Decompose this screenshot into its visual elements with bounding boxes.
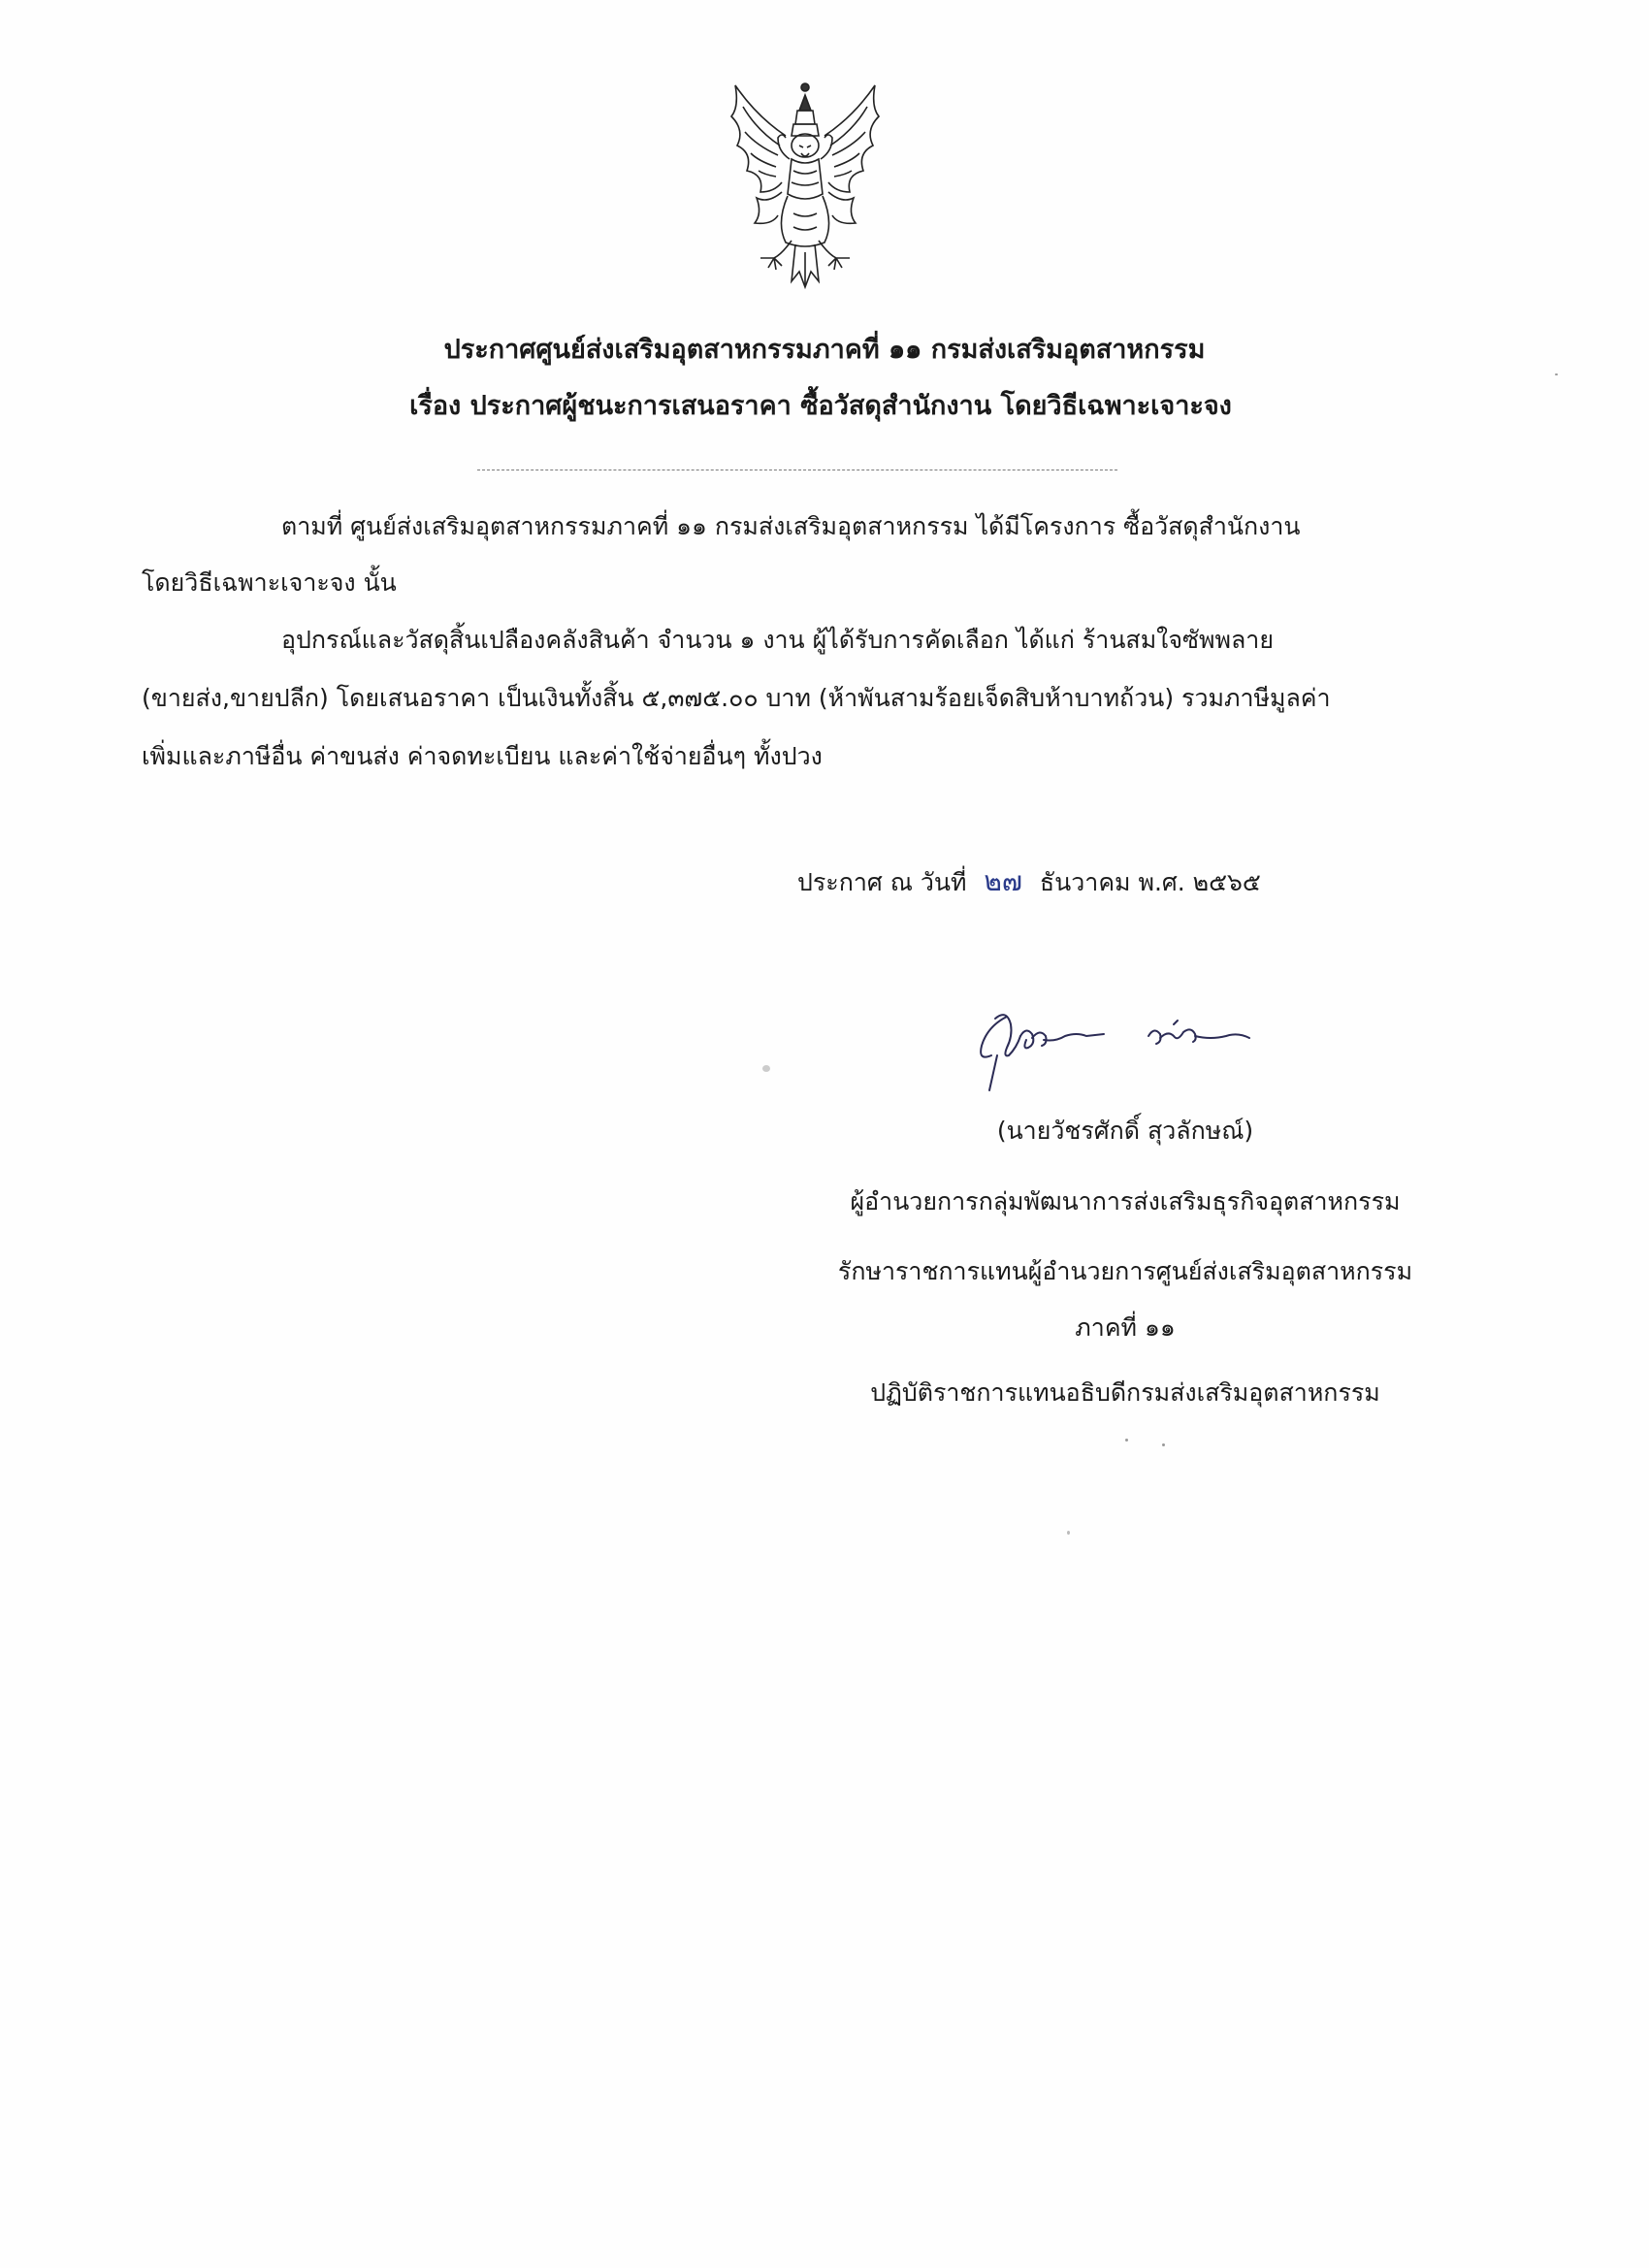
signatory-name: (นายวัชรศักดิ์ สุวลักษณ์) bbox=[996, 1117, 1254, 1145]
date-month-year: ธันวาคม พ.ศ. ๒๕๖๕ bbox=[1039, 868, 1261, 896]
garuda-emblem-icon bbox=[718, 78, 892, 315]
date-prefix: ประกาศ ณ วันที่ bbox=[797, 868, 967, 896]
paragraph-1-line-2: โดยวิธีเฉพาะเจาะจง นั้น bbox=[142, 568, 397, 597]
announcement-title: ประกาศศูนย์ส่งเสริมอุตสาหกรรมภาคที่ ๑๑ กรมส่งเสริมอุตสาหกรรม bbox=[443, 335, 1206, 365]
signatory-position-2: รักษาราชการแทนผู้อำนวยการศูนย์ส่งเสริมอุตสาหกรรม bbox=[837, 1257, 1413, 1285]
announcement-date bbox=[797, 859, 1261, 904]
scan-speck bbox=[1125, 1439, 1128, 1442]
signature-icon bbox=[968, 997, 1317, 1094]
paragraph-2-line-3: เพิ่มและภาษีอื่น ค่าขนส่ง ค่าจดทะเบียน และค่าใช้จ่ายอื่นๆ ทั้งปวง bbox=[142, 742, 823, 770]
signatory-position-1: ผู้อำนวยการกลุ่มพัฒนาการส่งเสริมธุรกิจอุตสาหกรรม bbox=[850, 1187, 1401, 1215]
scan-speck bbox=[762, 1065, 770, 1072]
scan-speck bbox=[1555, 373, 1558, 375]
scan-speck bbox=[1162, 1443, 1165, 1446]
signatory-position-3: ภาคที่ ๑๑ bbox=[1075, 1313, 1176, 1342]
paragraph-1-line-1: ตามที่ ศูนย์ส่งเสริมอุตสาหกรรมภาคที่ ๑๑ กรมส่งเสริมอุตสาหกรรม ได้มีโครงการ ซื้อวัสดุสำนักงาน bbox=[281, 512, 1301, 540]
date-day: ๒๗ bbox=[984, 865, 1022, 897]
paragraph-2-line-2: (ขายส่ง,ขายปลีก) โดยเสนอราคา เป็นเงินทั้งสิ้น ๕,๓๗๕.๐๐ บาท (ห้าพันสามร้อยเจ็ดสิบห้าบาทถ้วน) รวมภาษีมูลค่า bbox=[142, 684, 1331, 712]
paragraph-2-line-1: อุปกรณ์และวัสดุสิ้นเปลืองคลังสินค้า จำนวน ๑ งาน ผู้ได้รับการคัดเลือก ได้แก่ ร้านสมใจซัพพลาย bbox=[281, 626, 1274, 654]
announcement-subject: เรื่อง ประกาศผู้ชนะการเสนอราคา ซื้อวัสดุสำนักงาน โดยวิธีเฉพาะเจาะจง bbox=[409, 391, 1232, 421]
scan-speck bbox=[1067, 1531, 1070, 1535]
signatory-position-4: ปฏิบัติราชการแทนอธิบดีกรมส่งเสริมอุตสาหกรรม bbox=[870, 1378, 1380, 1407]
